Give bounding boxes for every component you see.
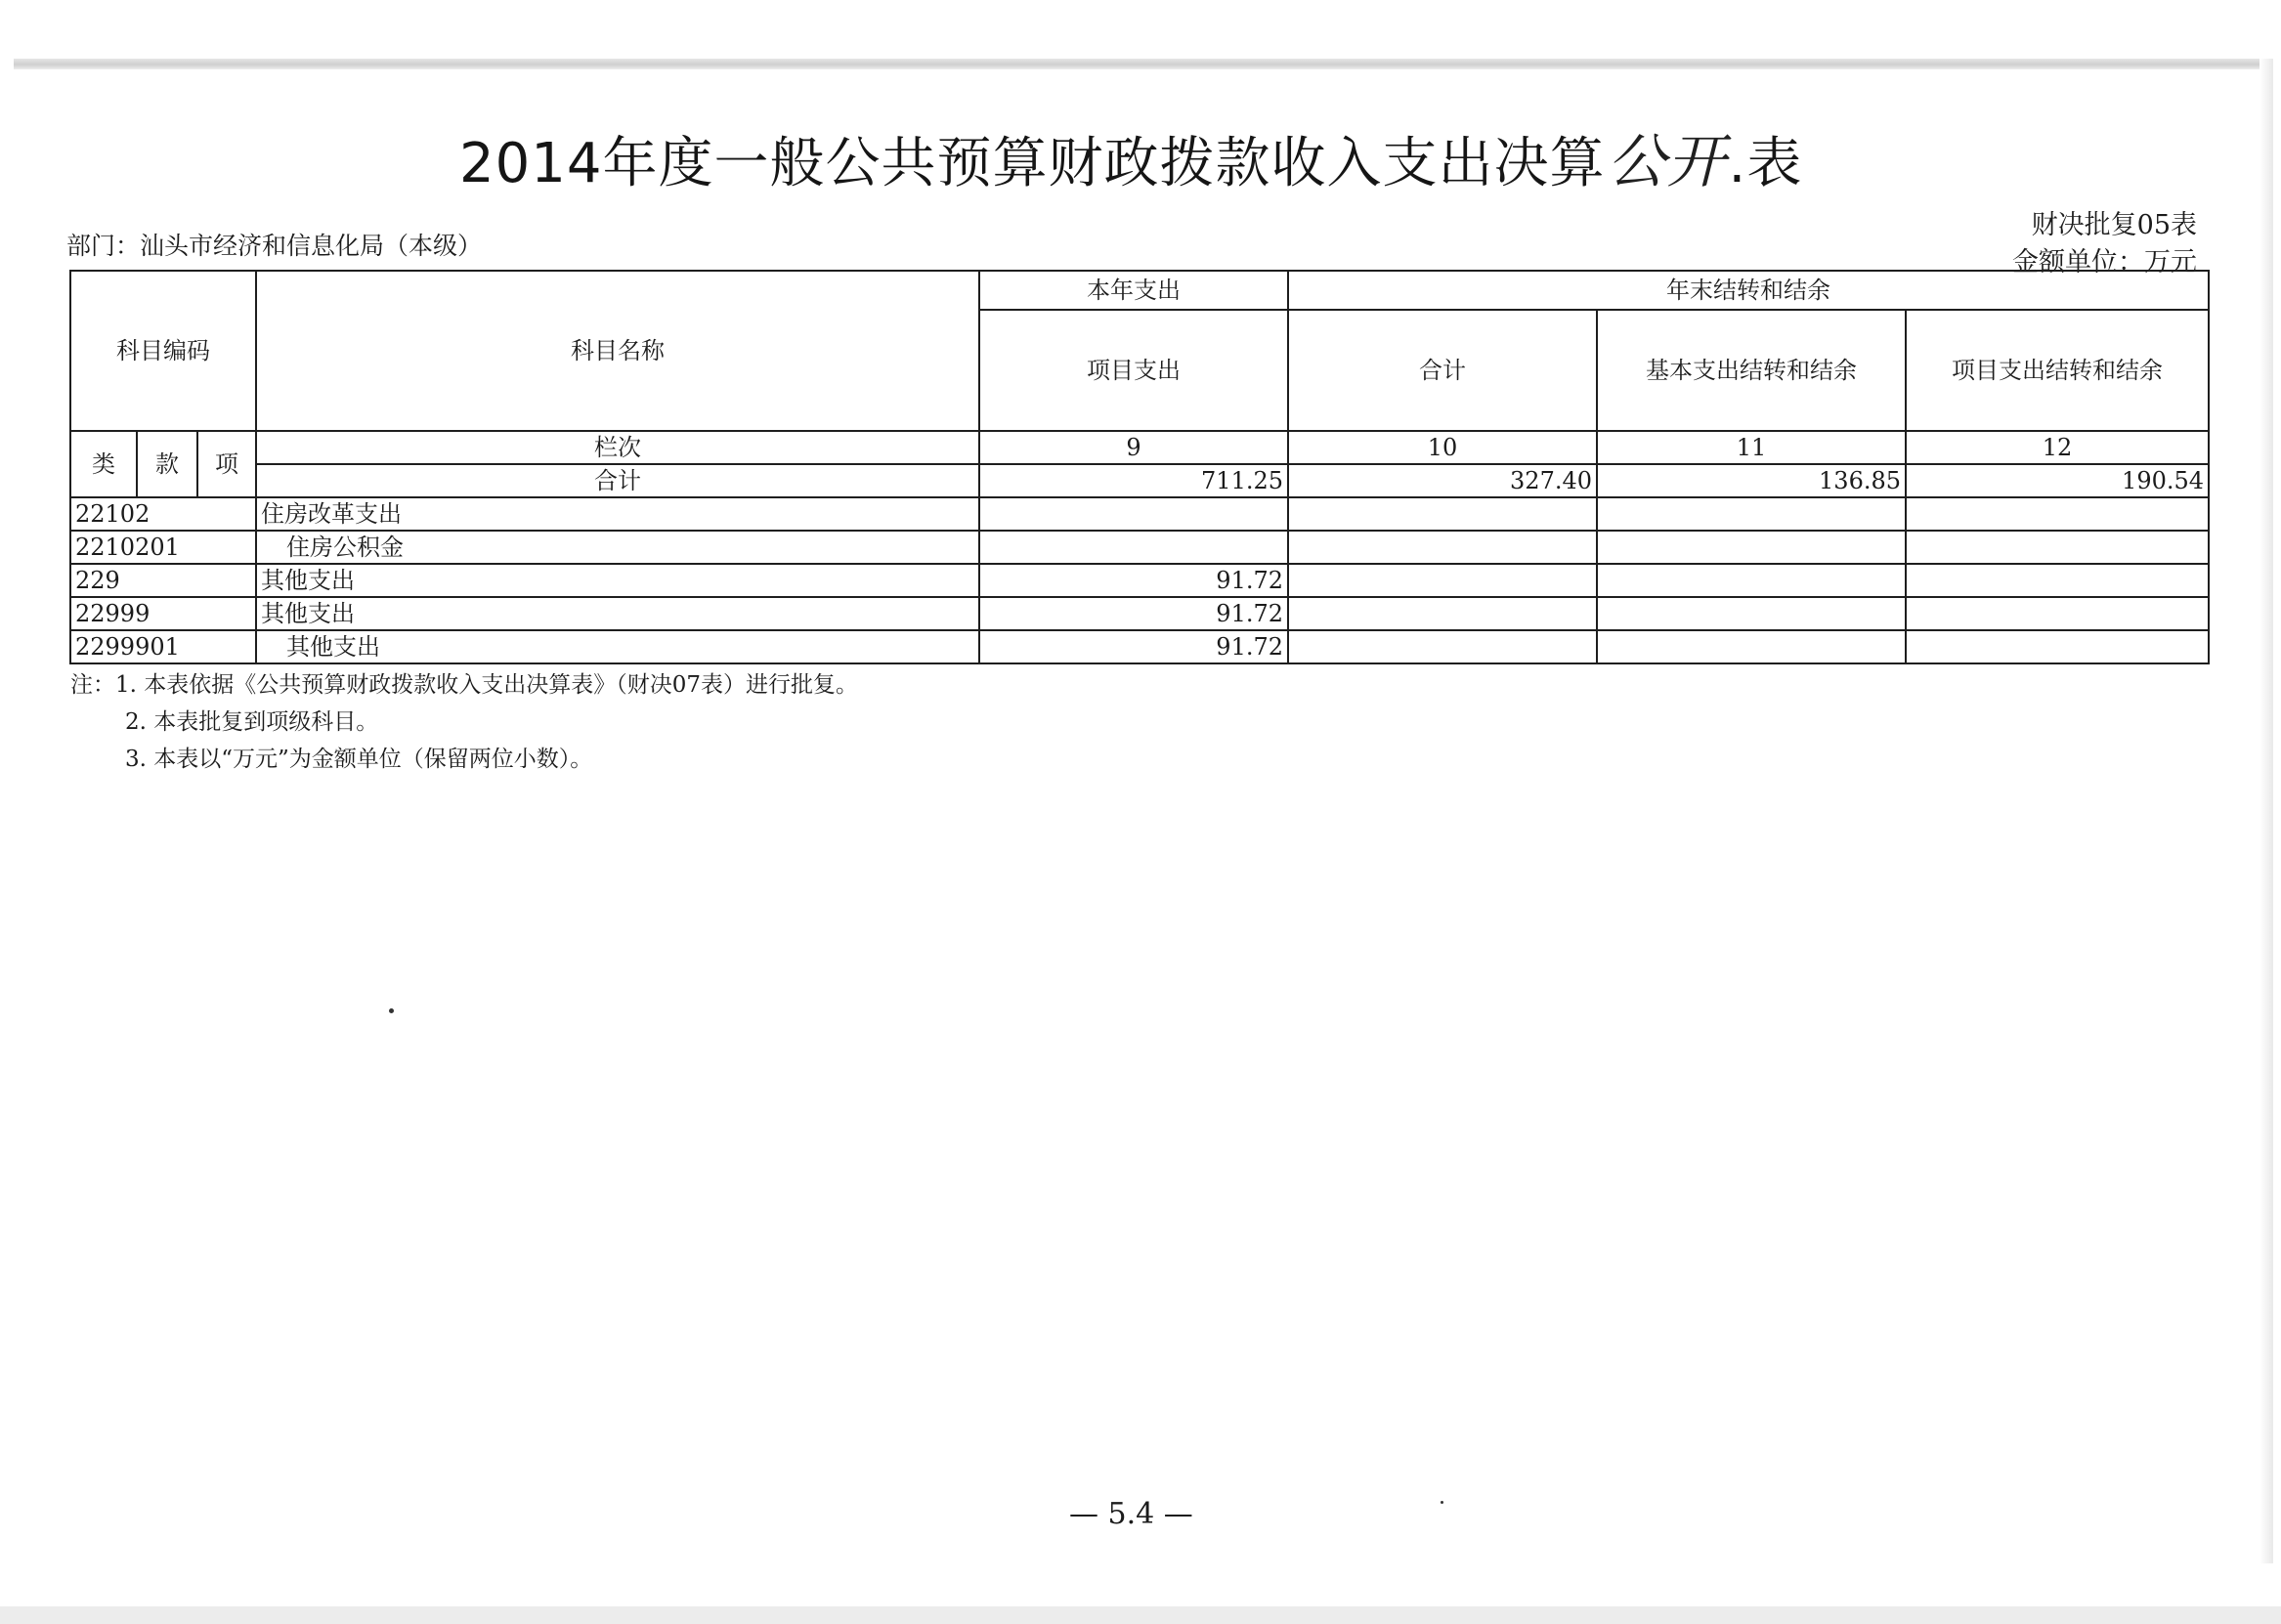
header-year-end: 年末结转和结余 bbox=[1288, 271, 2209, 310]
row-code: 229 bbox=[70, 564, 256, 597]
table-row bbox=[70, 597, 2209, 630]
row-total bbox=[1288, 531, 1597, 564]
header-kuan: 款 bbox=[137, 431, 197, 497]
row-total bbox=[1288, 597, 1597, 630]
total-project-carry: 190.54 bbox=[1906, 464, 2209, 497]
table-row bbox=[70, 531, 2209, 564]
column-no-11: 11 bbox=[1597, 431, 1906, 464]
row-project-carry bbox=[1906, 564, 2209, 597]
note-3: 3. 本表以“万元”为金额单位（保留两位小数）。 bbox=[125, 747, 593, 772]
header-current-year: 本年支出 bbox=[979, 271, 1288, 310]
header-project-carry: 项目支出结转和结余 bbox=[1906, 310, 2209, 431]
row-project-exp: 91.72 bbox=[979, 564, 1288, 597]
header-lei: 类 bbox=[70, 431, 137, 497]
total-basic-carry: 136.85 bbox=[1597, 464, 1906, 497]
row-name: 其他支出 bbox=[256, 564, 979, 597]
column-no-10: 10 bbox=[1288, 431, 1597, 464]
total-project-exp: 711.25 bbox=[979, 464, 1288, 497]
row-code: 2299901 bbox=[70, 630, 256, 663]
document-title bbox=[459, 115, 1802, 199]
department-label: 部门：汕头市经济和信息化局（本级） bbox=[66, 232, 483, 260]
row-code: 22102 bbox=[70, 497, 256, 531]
scan-edge-right bbox=[2259, 59, 2273, 1563]
row-basic-carry bbox=[1597, 630, 1906, 663]
scan-edge-top bbox=[14, 59, 2261, 69]
row-basic-carry bbox=[1597, 564, 1906, 597]
row-code: 22999 bbox=[70, 597, 256, 630]
row-name: 住房公积金 bbox=[256, 531, 979, 564]
row-name: 住房改革支出 bbox=[256, 497, 979, 531]
row-project-carry bbox=[1906, 597, 2209, 630]
column-no-9: 9 bbox=[979, 431, 1288, 464]
amount-unit: 金额单位：万元 bbox=[2012, 247, 2197, 278]
row-project-exp: 91.72 bbox=[979, 597, 1288, 630]
page-number: — 5.4 — bbox=[1069, 1497, 1193, 1531]
column-no-12: 12 bbox=[1906, 431, 2209, 464]
row-project-carry bbox=[1906, 497, 2209, 531]
row-total bbox=[1288, 497, 1597, 531]
total-year-end: 327.40 bbox=[1288, 464, 1597, 497]
scan-edge-bottom bbox=[0, 1606, 2281, 1624]
note-1: 注：1. 本表依据《公共预算财政拨款收入支出决算表》（财决07表）进行批复。 bbox=[70, 672, 859, 698]
notes bbox=[70, 666, 858, 778]
header-subject-name: 科目名称 bbox=[256, 271, 979, 431]
row-basic-carry bbox=[1597, 597, 1906, 630]
header-project-exp: 项目支出 bbox=[979, 310, 1288, 431]
row-project-exp: 91.72 bbox=[979, 630, 1288, 663]
header-basic-carry: 基本支出结转和结余 bbox=[1597, 310, 1906, 431]
row-project-exp bbox=[979, 497, 1288, 531]
title-text: 2014年度一般公共预算财政拨款收入支出决算 bbox=[459, 132, 1606, 195]
sum-label: 合计 bbox=[256, 464, 979, 497]
row-code: 2210201 bbox=[70, 531, 256, 564]
header-subject-code: 科目编码 bbox=[70, 271, 256, 431]
table-row bbox=[70, 630, 2209, 663]
table-row bbox=[70, 497, 2209, 531]
column-no-label: 栏次 bbox=[256, 431, 979, 464]
row-project-carry bbox=[1906, 531, 2209, 564]
row-project-carry bbox=[1906, 630, 2209, 663]
note-2: 2. 本表批复到项级科目。 bbox=[125, 709, 379, 735]
row-project-exp bbox=[979, 531, 1288, 564]
row-basic-carry bbox=[1597, 497, 1906, 531]
header-total: 合计 bbox=[1288, 310, 1597, 431]
row-name: 其他支出 bbox=[256, 597, 979, 630]
scan-speck bbox=[389, 1008, 394, 1013]
row-total bbox=[1288, 630, 1597, 663]
header-xiang: 项 bbox=[197, 431, 256, 497]
budget-table bbox=[69, 270, 2210, 664]
title-suffix: .表 bbox=[1728, 132, 1803, 195]
scan-speck bbox=[1441, 1501, 1443, 1504]
row-name: 其他支出 bbox=[256, 630, 979, 663]
handwritten-correction: 公开 bbox=[1607, 128, 1727, 196]
row-total bbox=[1288, 564, 1597, 597]
table-row bbox=[70, 564, 2209, 597]
row-basic-carry bbox=[1597, 531, 1906, 564]
form-code: 财决批复05表 bbox=[2031, 210, 2197, 240]
